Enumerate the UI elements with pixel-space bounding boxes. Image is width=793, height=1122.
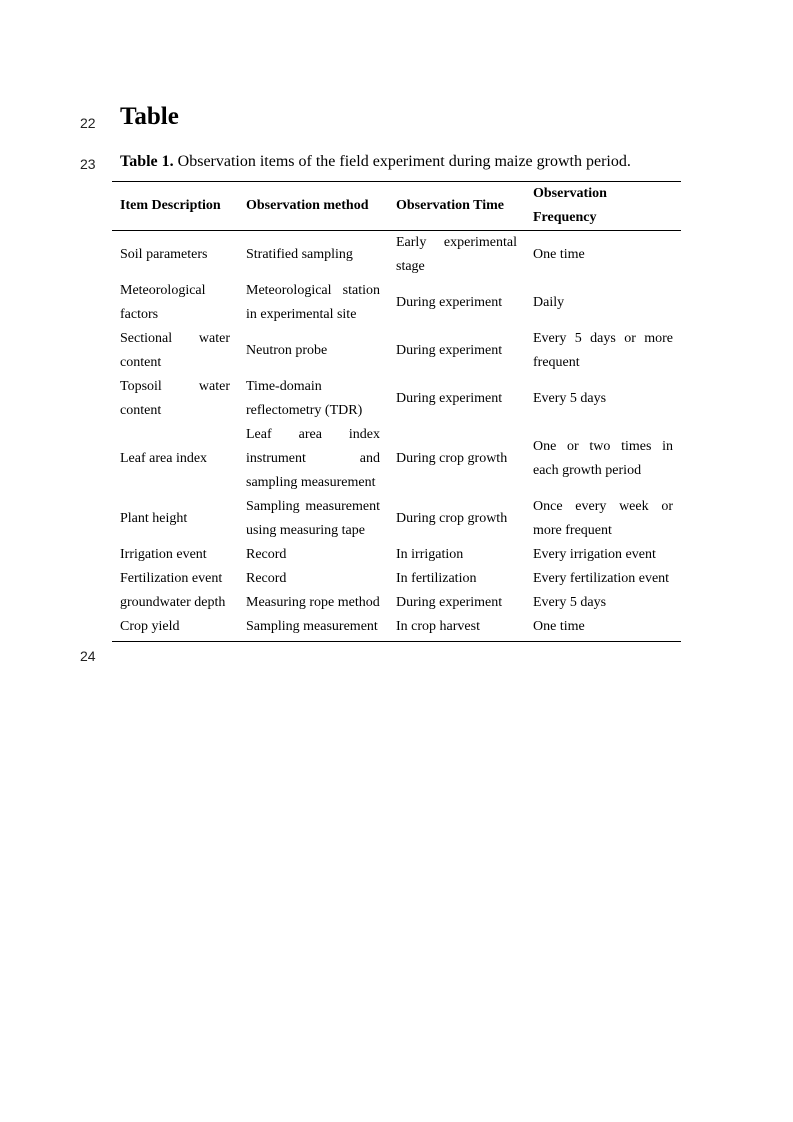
cell-frequency: One time	[525, 615, 681, 642]
cell-item: Crop yield	[112, 615, 238, 642]
header-observation-method: Observation method	[238, 182, 388, 231]
cell-time: In fertilization	[396, 571, 477, 586]
table-row	[112, 543, 681, 567]
cell-time: During experiment	[396, 295, 503, 310]
cell-method: Neutron probe	[246, 343, 328, 358]
table-caption-label: Table 1.	[120, 153, 174, 170]
cell-item: Plant height	[120, 511, 188, 526]
table-row	[112, 231, 681, 280]
cell-item: Leaf area index	[120, 451, 208, 466]
cell-frequency: Every 5 days or more frequent	[533, 331, 673, 370]
cell-time: During crop growth	[396, 511, 508, 526]
line-number-22: 22	[80, 115, 96, 131]
table-row	[112, 615, 681, 642]
cell-method: Leaf area index instrument and sampling measurement	[246, 427, 380, 490]
cell-method: Record	[246, 571, 287, 586]
cell-method: Time-domain reflectometry (TDR)	[246, 379, 363, 418]
observation-table	[112, 181, 681, 642]
table-row	[112, 591, 681, 615]
cell-time: Early experimental stage	[396, 235, 517, 274]
cell-time: In irrigation	[396, 547, 464, 562]
cell-frequency: Daily	[533, 295, 565, 310]
table-row	[112, 327, 681, 375]
cell-item: Soil parameters	[120, 247, 208, 262]
cell-frequency: One time	[533, 247, 585, 262]
cell-method: Measuring rope method	[246, 595, 380, 610]
cell-frequency: Every 5 days	[533, 595, 607, 610]
cell-frequency: Every 5 days	[533, 391, 607, 406]
table-row	[112, 495, 681, 543]
section-heading: Table	[120, 103, 179, 130]
cell-method: Stratified sampling	[246, 247, 353, 262]
table-row	[112, 279, 681, 327]
header-observation-time: Observation Time	[388, 182, 525, 231]
line-number-24: 24	[80, 648, 96, 664]
cell-frequency: Every irrigation event	[533, 547, 656, 562]
table-row	[112, 567, 681, 591]
table-header-row	[112, 182, 681, 231]
cell-time: During experiment	[396, 343, 503, 358]
table-row	[112, 423, 681, 495]
header-item-description: Item Description	[112, 182, 238, 231]
cell-item: Meteorological factors	[120, 283, 206, 322]
cell-method: Record	[246, 547, 287, 562]
table-caption	[120, 152, 631, 172]
cell-method: Sampling measurement using measuring tape	[246, 499, 380, 538]
cell-frequency: Every fertilization event	[533, 571, 670, 586]
cell-time: During experiment	[396, 595, 503, 610]
table-row	[112, 375, 681, 423]
header-observation-frequency: Observation Frequency	[525, 182, 681, 231]
cell-frequency: One or two times in each growth period	[533, 439, 673, 478]
cell-time: During experiment	[396, 391, 503, 406]
cell-time: During crop growth	[396, 451, 508, 466]
cell-item: Sectional water content	[120, 331, 230, 370]
cell-frequency: Once every week or more frequent	[533, 499, 673, 538]
cell-time: In crop harvest	[388, 615, 525, 642]
cell-method: Sampling measurement	[238, 615, 388, 642]
cell-item: Fertilization event	[120, 571, 223, 586]
cell-item: Irrigation event	[120, 547, 207, 562]
cell-method: Meteorological station in experimental site	[246, 283, 380, 322]
cell-item: groundwater depth	[120, 595, 226, 610]
cell-item: Topsoil water content	[120, 379, 230, 418]
line-number-23: 23	[80, 156, 96, 172]
table-caption-text: Observation items of the field experiment during maize growth period.	[173, 153, 631, 170]
